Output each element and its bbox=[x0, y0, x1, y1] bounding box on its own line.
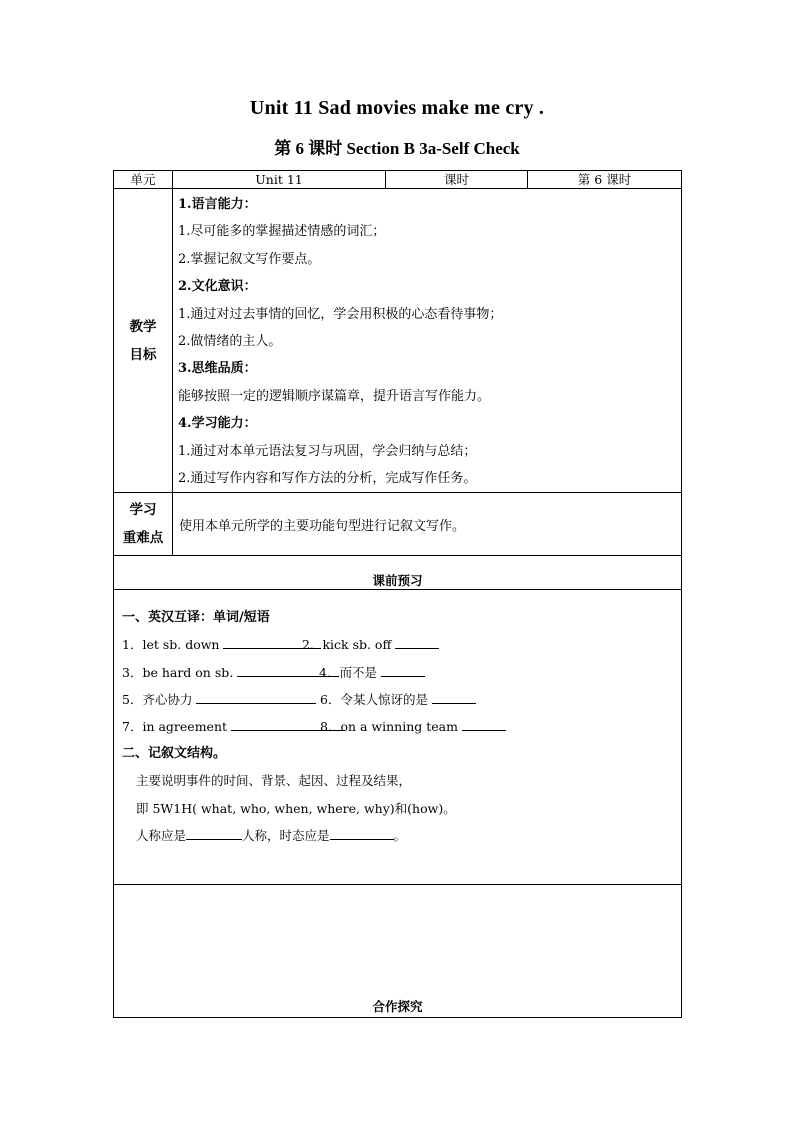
vocab-row bbox=[122, 659, 681, 686]
vocab-item: 7．in agreement bbox=[122, 713, 320, 740]
vocab-item: 3．be hard on sb. bbox=[122, 659, 319, 686]
difficulty-label-line1: 学习 bbox=[129, 502, 157, 519]
answer-blank[interactable] bbox=[462, 717, 506, 731]
objective-line: 1.尽可能多的掌握描述情感的词汇； bbox=[178, 224, 386, 240]
difficulty-label bbox=[114, 493, 173, 556]
objectives-row bbox=[114, 189, 682, 493]
document-subtitle: 第 6 课时 Section B 3a-Self Check bbox=[274, 139, 520, 158]
unit-value: Unit 11 bbox=[173, 171, 386, 189]
objective-line: 2.通过写作内容和写作方法的分析，完成写作任务。 bbox=[178, 470, 477, 486]
answer-blank[interactable] bbox=[432, 690, 476, 704]
preview-banner: 课前预习 bbox=[114, 556, 682, 590]
preview-banner-row bbox=[114, 556, 682, 590]
vocab-item: 1．let sb. down bbox=[122, 631, 302, 658]
document-title: Unit 11 Sad movies make me cry . bbox=[249, 97, 545, 119]
lesson-label: 课时 bbox=[386, 171, 528, 189]
answer-blank[interactable] bbox=[395, 635, 439, 649]
answer-blank[interactable] bbox=[381, 663, 425, 677]
vocab-row bbox=[122, 713, 681, 740]
structure-line: 即 5W1H( what, who, when, where, why)和(how)。 bbox=[136, 800, 456, 816]
section1-title: 一、英汉互译：单词/短语 bbox=[122, 610, 270, 626]
objective-line: 2.掌握记叙文写作要点。 bbox=[178, 251, 321, 267]
vocab-item: 5．齐心协力 bbox=[122, 686, 320, 713]
structure-line: 主要说明事件的时间、背景、起因、过程及结果， bbox=[136, 773, 412, 789]
objectives-content bbox=[173, 189, 682, 493]
preview-content bbox=[114, 590, 682, 885]
vocab-item: 8．on a winning team bbox=[320, 719, 506, 734]
objectives-label-line2: 目标 bbox=[129, 346, 157, 363]
vocab-item: 2．kick sb. off bbox=[302, 637, 439, 652]
structure-line: 人称应是 人称，时态应是 。 bbox=[136, 827, 407, 843]
objectives-label-line1: 教学 bbox=[129, 318, 157, 335]
difficulty-row bbox=[114, 493, 682, 556]
objective-line: 1.通过对过去事情的回忆，学会用积极的心态看待事物； bbox=[178, 306, 503, 322]
difficulty-text: 使用本单元所学的主要功能句型进行记叙文写作。 bbox=[173, 493, 682, 556]
answer-blank[interactable] bbox=[196, 690, 316, 704]
cooperation-banner: 合作探究 bbox=[114, 885, 682, 1018]
vocab-row bbox=[122, 686, 681, 713]
section2-title: 二、记叙文结构。 bbox=[122, 746, 227, 762]
objectives-label bbox=[114, 189, 173, 493]
objective-line: 1.通过对本单元语法复习与巩固，学会归纳与总结； bbox=[178, 443, 477, 459]
preview-content-row bbox=[114, 590, 682, 885]
difficulty-label-line2: 重难点 bbox=[122, 530, 164, 547]
vocab-item: 4．而不是 bbox=[319, 665, 425, 680]
header-row bbox=[114, 171, 682, 189]
vocab-row bbox=[122, 631, 681, 658]
unit-label: 单元 bbox=[114, 171, 173, 189]
objective-line: 2.做情绪的主人。 bbox=[178, 333, 282, 349]
objective-heading: 4.学习能力： bbox=[178, 416, 257, 432]
lesson-plan-table bbox=[113, 170, 682, 1018]
answer-blank[interactable] bbox=[186, 826, 242, 840]
objective-heading: 1.语言能力： bbox=[178, 197, 257, 212]
vocab-item: 6．令某人惊讶的是 bbox=[320, 692, 476, 707]
objective-line: 能够按照一定的逻辑顺序谋篇章，提升语言写作能力。 bbox=[178, 388, 491, 404]
cooperation-row bbox=[114, 885, 682, 1018]
answer-blank[interactable] bbox=[330, 826, 394, 840]
objective-heading: 3.思维品质： bbox=[178, 361, 257, 377]
lesson-value: 第 6 课时 bbox=[528, 171, 682, 189]
objective-heading: 2.文化意识： bbox=[178, 279, 257, 295]
